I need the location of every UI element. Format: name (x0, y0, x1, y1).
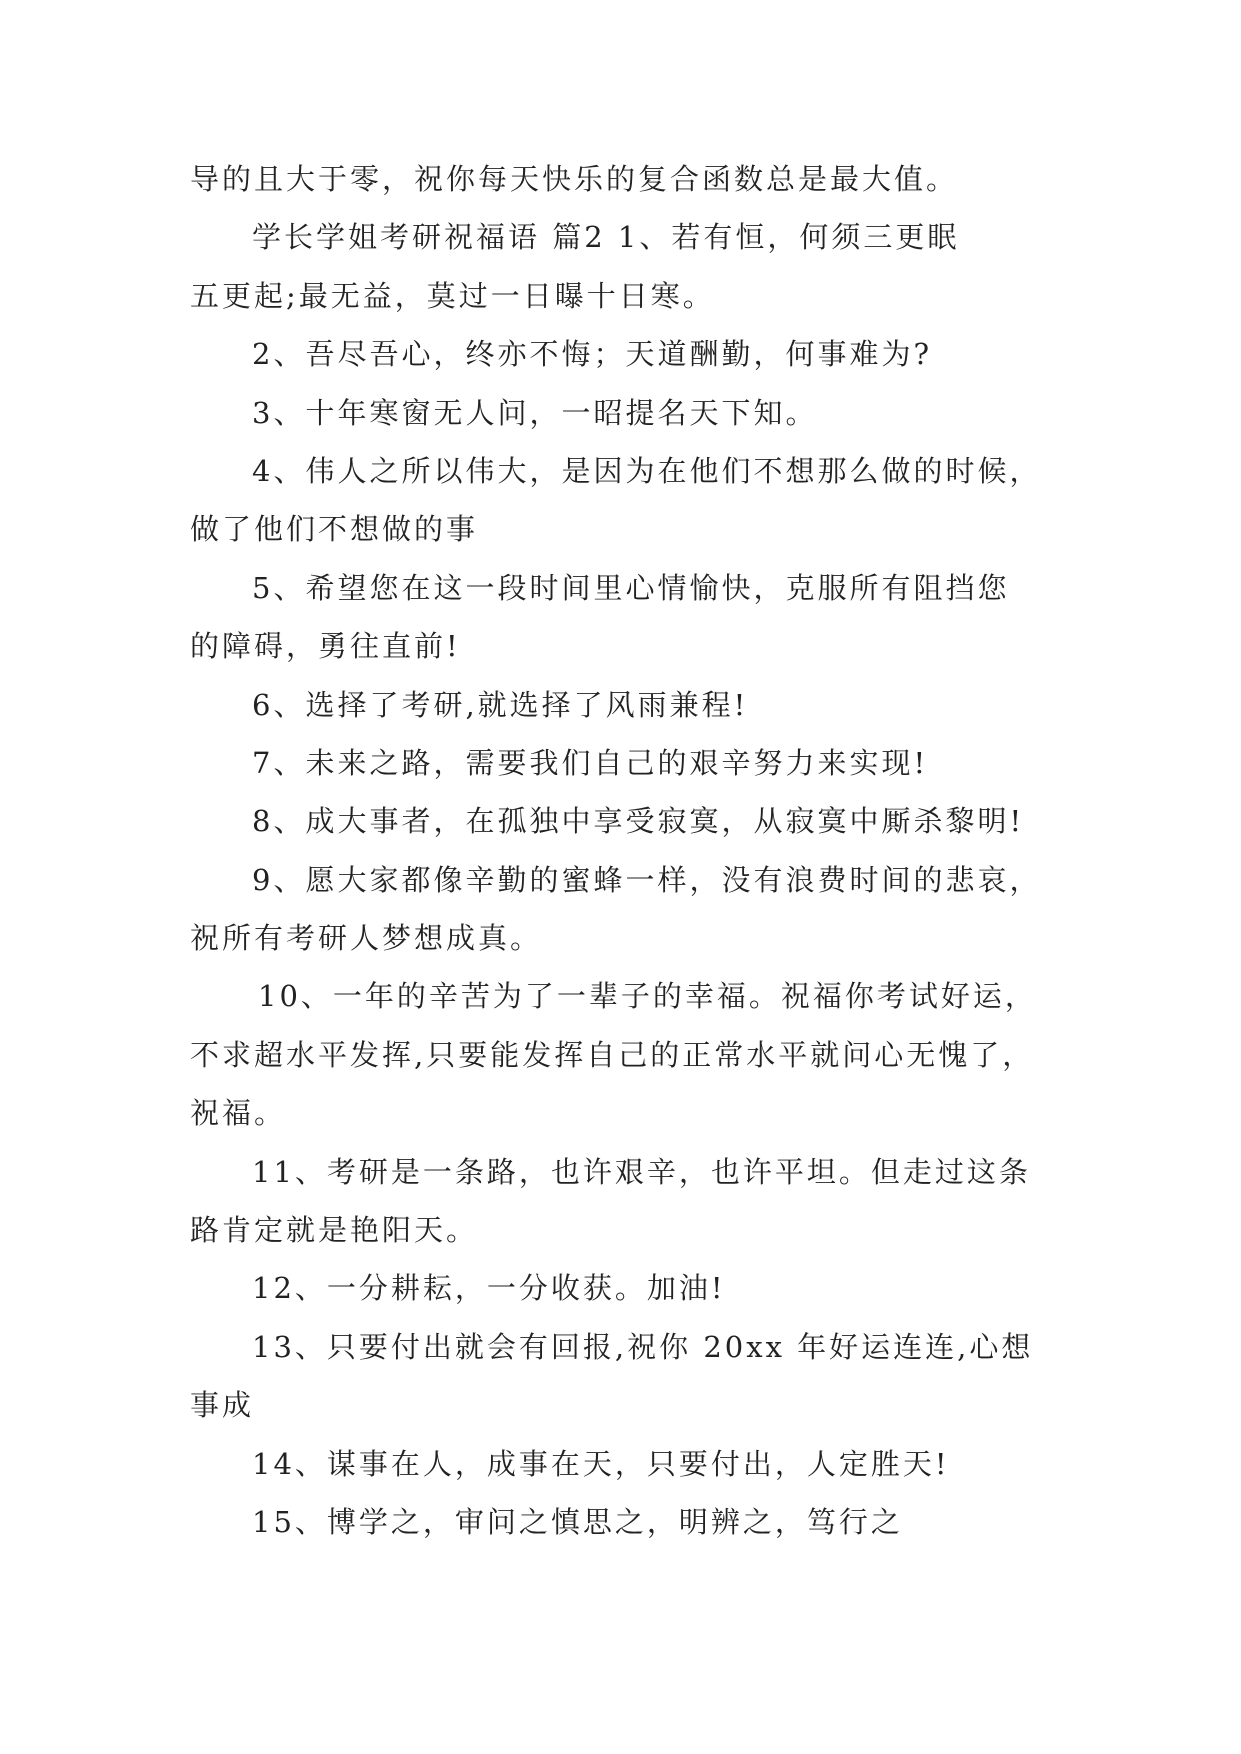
section-heading-line: 学长学姐考研祝福语 篇2 1、若有恒，何须三更眠 (252, 220, 960, 255)
list-item: 4、伟人之所以伟大，是因为在他们不想那么做的时候， (252, 453, 1042, 488)
list-item: 15、博学之，审问之慎思之，明辨之，笃行之 (252, 1504, 903, 1539)
list-item: 5、希望您在这一段时间里心情愉快，克服所有阻挡您 (252, 570, 1010, 605)
text-line: 导的且大于零，祝你每天快乐的复合函数总是最大值。 (190, 162, 959, 196)
text-line: 的障碍，勇往直前! (190, 629, 461, 664)
list-item: 9、愿大家都像辛勤的蜜蜂一样，没有浪费时间的悲哀， (252, 862, 1042, 897)
text-line: 祝所有考研人梦想成真。 (190, 921, 543, 956)
list-item: 2、吾尽吾心，终亦不悔；天道酬勤，何事难为? (252, 337, 932, 372)
text-line: 祝福。 (190, 1096, 287, 1131)
list-item: 10、一年的辛苦为了一辈子的幸福。祝福你考试好运， (258, 979, 1037, 1014)
list-item: 14、谋事在人，成事在天，只要付出，人定胜天! (252, 1446, 950, 1481)
text-line: 不求超水平发挥,只要能发挥自己的正常水平就问心无愧了， (190, 1037, 1035, 1072)
text-line: 路肯定就是艳阳天。 (190, 1213, 479, 1248)
text-line: 事成 (190, 1388, 255, 1423)
document-body (190, 150, 1070, 1551)
list-item: 11、考研是一条路，也许艰辛，也许平坦。但走过这条 (252, 1154, 1031, 1189)
list-item: 8、成大事者，在孤独中享受寂寞，从寂寞中厮杀黎明! (252, 804, 1025, 839)
text-line: 做了他们不想做的事 (190, 512, 479, 547)
list-item: 3、十年寒窗无人问，一昭提名天下知。 (252, 395, 818, 430)
list-item: 12、一分耕耘，一分收获。加油! (252, 1271, 726, 1306)
list-item: 7、未来之路，需要我们自己的艰辛努力来实现! (252, 745, 929, 780)
list-item: 6、选择了考研,就选择了风雨兼程! (252, 687, 749, 722)
text-line: 五更起;最无益，莫过一日曝十日寒。 (190, 278, 715, 313)
list-item: 13、只要付出就会有回报,祝你 20xx 年好运连连,心想 (252, 1329, 1034, 1364)
